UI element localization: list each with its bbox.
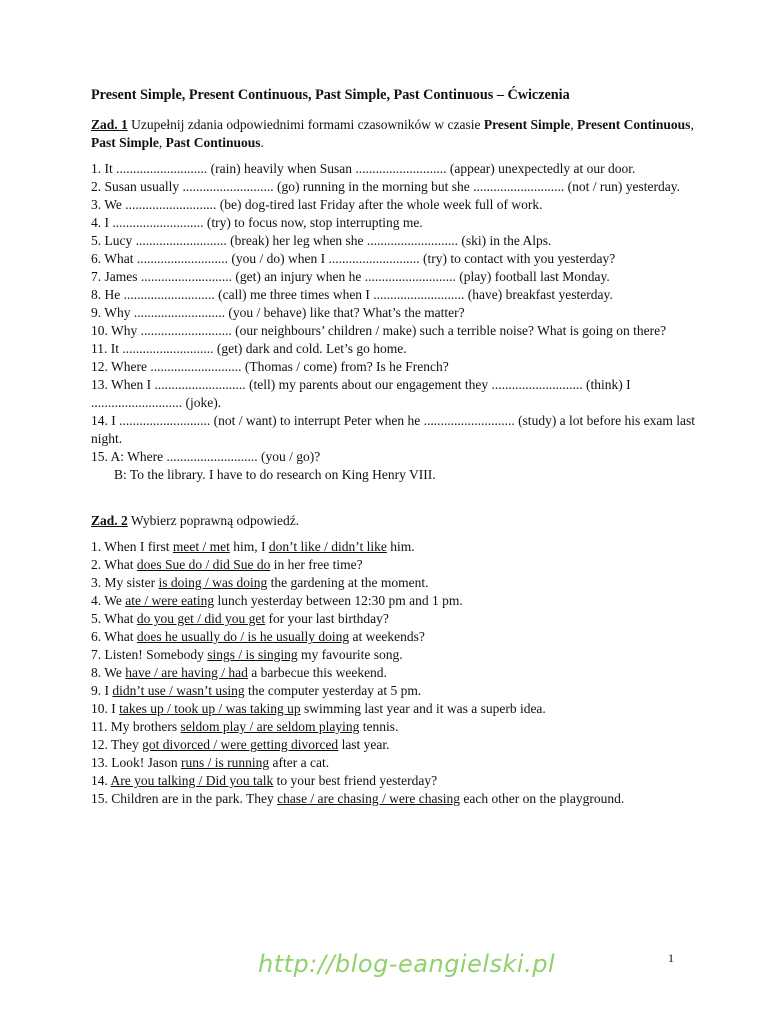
worksheet (91, 86, 696, 808)
task1-sep1: , (570, 117, 578, 132)
task1-instructions (91, 116, 696, 152)
section-spacer (91, 484, 696, 512)
sentence-text: 4. We (91, 593, 126, 608)
sentence-text: the gardening at the moment. (267, 575, 429, 590)
list-item (91, 628, 696, 646)
tense-present-continuous: Present Continuous (577, 117, 691, 132)
list-item: 9. Why ........................... (you / behave) like that? What’s the matter? (91, 305, 465, 320)
list-item (91, 682, 696, 700)
sentence-text: 15. Children are in the park. They (91, 791, 278, 806)
sentence-text: him, I (229, 539, 269, 554)
sentence-text: each other on the playground. (460, 791, 625, 806)
list-item (91, 754, 696, 772)
sentence-text: 13. Look! Jason (91, 755, 181, 770)
tense-present-simple: Present Simple (483, 117, 571, 132)
sentence-text: in her free time? (270, 557, 363, 572)
sentence-text: tennis. (359, 719, 399, 734)
task1-sep2: , (690, 117, 694, 132)
task1-end: . (260, 135, 264, 150)
list-item: 13. When I ........................... (tell) my parents about our engagement they ........................... (think) I ........................... (joke). (91, 377, 631, 410)
sentence-text: lunch yesterday between 12:30 pm and 1 pm. (214, 593, 463, 608)
list-item: 4. I ........................... (try) to focus now, stop interrupting me. (91, 215, 423, 230)
list-item: 15. A: Where ........................... (you / go)? (91, 449, 321, 464)
sentence-text: 3. My sister (91, 575, 159, 590)
answer-choices: ate / were eating (125, 593, 215, 608)
list-item (91, 772, 696, 790)
sentence-text: him. (386, 539, 415, 554)
sentence-text: 14. (91, 773, 111, 788)
list-item (91, 538, 696, 556)
sentence-text: a barbecue this weekend. (247, 665, 387, 680)
list-item (91, 646, 696, 664)
task2-intro-text: Wybierz poprawną odpowiedź. (127, 513, 300, 528)
task2-label: Zad. 2 (91, 513, 128, 528)
task1-sep3: , (158, 135, 166, 150)
answer-choices: meet / met (172, 539, 230, 554)
list-item: 10. Why ........................... (our neighbours’ children / make) such a terrible noise? What is going on there? (91, 323, 667, 338)
task1-list (91, 160, 696, 484)
answer-choices: got divorced / were getting divorced (142, 737, 339, 752)
sentence-text: swimming last year and it was a superb idea. (300, 701, 546, 716)
sentence-text: 9. I (91, 683, 113, 698)
sentence-text: 5. What (91, 611, 137, 626)
sentence-text: to your best friend yesterday? (273, 773, 438, 788)
sentence-text: after a cat. (269, 755, 330, 770)
list-item: 8. He ........................... (call) me three times when I ........................... (have) breakfast yesterday. (91, 287, 613, 302)
answer-choices: don’t like / didn’t like (268, 539, 387, 554)
list-item (91, 790, 696, 808)
list-item: 2. Susan usually ........................... (go) running in the morning but she ........................... (not / run) yesterday. (91, 179, 680, 194)
list-item (91, 700, 696, 718)
answer-choices: Are you talking / Did you talk (110, 773, 274, 788)
list-item-15b: B: To the library. I have to do research on King Henry VIII. (114, 467, 436, 482)
list-item (91, 610, 696, 628)
sentence-text: for your last birthday? (265, 611, 389, 626)
task2-list (91, 538, 696, 808)
answer-choices: do you get / did you get (136, 611, 266, 626)
answer-choices: does Sue do / did Sue do (136, 557, 271, 572)
list-item (91, 718, 696, 736)
list-item: 11. It ........................... (get) dark and cold. Let’s go home. (91, 341, 407, 356)
sentence-text: 10. I (91, 701, 120, 716)
answer-choices: seldom play / are seldom playing (180, 719, 360, 734)
task1-label: Zad. 1 (91, 117, 128, 132)
sentence-text: 11. My brothers (91, 719, 181, 734)
list-item: 14. I ........................... (not / want) to interrupt Peter when he ........................... (study) a lot before his exam last night. (91, 413, 696, 446)
sentence-text: the computer yesterday at 5 pm. (244, 683, 422, 698)
answer-choices: chase / are chasing / were chasing (277, 791, 460, 806)
list-item (91, 592, 696, 610)
answer-choices: takes up / took up / was taking up (119, 701, 301, 716)
answer-choices: does he usually do / is he usually doing (136, 629, 350, 644)
sentence-text: last year. (338, 737, 390, 752)
page-title: Present Simple, Present Continuous, Past Simple, Past Continuous – Ćwiczenia (91, 87, 570, 103)
list-item: 7. James ........................... (get) an injury when he ........................... (play) football last Monday. (91, 269, 610, 284)
list-item (91, 736, 696, 754)
task1-intro-text: Uzupełnij zdania odpowiednimi formami czasowników w czasie (127, 117, 484, 132)
list-item: 1. It ........................... (rain) heavily when Susan ........................... (appear) unexpectedly at our door. (91, 161, 636, 176)
answer-choices: is doing / was doing (158, 575, 268, 590)
tense-past-continuous: Past Continuous (165, 135, 261, 150)
list-item (91, 556, 696, 574)
sentence-text: 7. Listen! Somebody (91, 647, 208, 662)
sentence-text: 2. What (91, 557, 137, 572)
sentence-text: 6. What (91, 629, 137, 644)
list-item: 12. Where ........................... (Thomas / come) from? Is he French? (91, 359, 449, 374)
task2-instructions (91, 512, 696, 530)
sentence-text: 1. When I first (91, 539, 173, 554)
page-number: 1 (668, 951, 674, 965)
answer-choices: have / are having / had (125, 665, 248, 680)
list-item: 6. What ........................... (you / do) when I ........................... (try) to contact with you yesterday? (91, 251, 616, 266)
footer-url: http://blog-eangielski.pl (258, 950, 556, 978)
answer-choices: runs / is running (181, 755, 270, 770)
answer-choices: sings / is singing (207, 647, 298, 662)
sentence-text: 12. They (91, 737, 143, 752)
list-item (91, 574, 696, 592)
list-item (91, 664, 696, 682)
tense-past-simple: Past Simple (91, 135, 159, 150)
answer-choices: didn’t use / wasn’t using (112, 683, 245, 698)
list-item: 3. We ........................... (be) dog-tired last Friday after the whole week full of work. (91, 197, 543, 212)
sentence-text: at weekends? (349, 629, 425, 644)
list-item: 5. Lucy ........................... (break) her leg when she ........................... (ski) in the Alps. (91, 233, 552, 248)
sentence-text: my favourite song. (297, 647, 403, 662)
sentence-text: 8. We (91, 665, 126, 680)
